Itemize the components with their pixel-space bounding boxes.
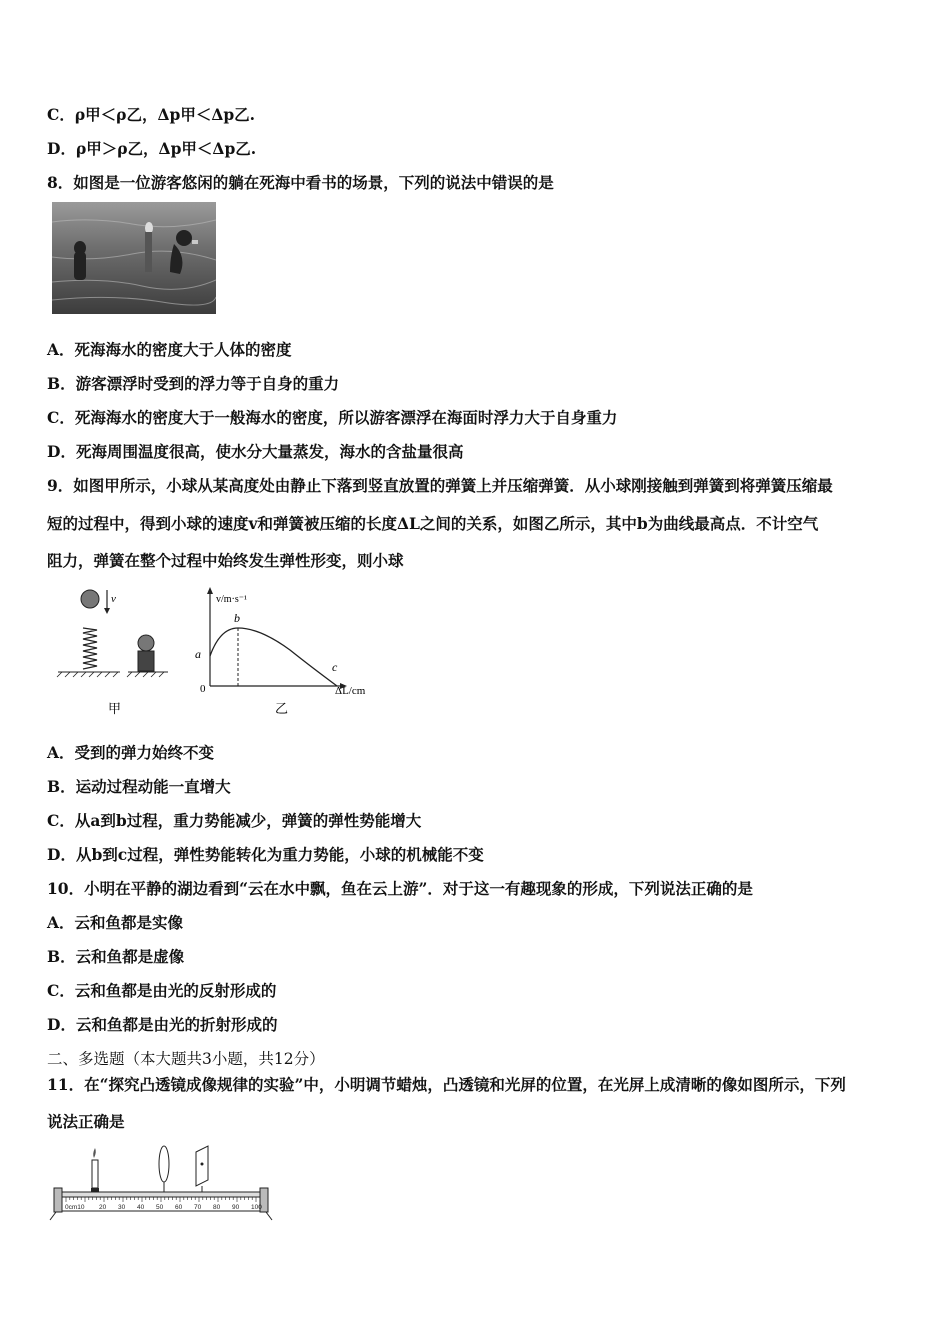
ruler-label: 0cm10	[65, 1204, 85, 1211]
q7-option-d: D．ρ甲＞ρ乙，Δp甲＜Δp乙.	[47, 139, 257, 158]
spring-1	[83, 628, 97, 669]
point-a: a	[195, 647, 201, 661]
ruler-label: 50	[156, 1204, 164, 1211]
ruler-label: 70	[194, 1204, 202, 1211]
q9-option-d: D．从b到c过程，弹性势能转化为重力势能，小球的机械能不变	[47, 845, 484, 864]
x-axis-label: ΔL/cm	[335, 685, 366, 697]
section-heading-multi-choice: 二、多选题（本大题共3小题，共12分）	[47, 1050, 325, 1068]
ruler-label: 20	[99, 1204, 107, 1211]
point-c: c	[332, 660, 338, 674]
q11-stem-line1: 11．在“探究凸透镜成像规律的实验”中，小明调节蜡烛，凸透镜和光屏的位置，在光屏上成清晰的像如图所示，下列	[47, 1075, 846, 1094]
q8-option-d: D．死海周围温度很高，使水分大量蒸发，海水的含盐量很高	[47, 442, 464, 461]
light-screen	[196, 1146, 208, 1192]
optical-bench-figure	[46, 1140, 276, 1222]
q8-option-a: A．死海海水的密度大于人体的密度	[47, 340, 292, 359]
q9-figure	[50, 584, 380, 720]
q9-option-b: B．运动过程动能一直增大	[47, 777, 231, 796]
ruler-label: 40	[137, 1204, 145, 1211]
q7-option-c: C．ρ甲＜ρ乙，Δp甲＜Δp乙.	[47, 105, 256, 124]
q8-option-c: C．死海海水的密度大于一般海水的密度，所以游客漂浮在海面时浮力大于自身重力	[47, 408, 618, 427]
q11-stem-line2: 说法正确是	[47, 1112, 125, 1131]
y-axis-label: v/m·s⁻¹	[216, 594, 248, 605]
ruler-label: 100	[251, 1204, 262, 1211]
point-b: b	[234, 611, 240, 625]
compressed-spring	[138, 635, 154, 671]
q10-stem: 10．小明在平静的湖边看到“云在水中飘，鱼在云上游”．对于这一有趣现象的形成，下列说法正确的是	[47, 879, 753, 898]
falling-ball	[81, 590, 99, 608]
ruler-label: 60	[175, 1204, 183, 1211]
dead-sea-photo	[52, 202, 216, 314]
q9-stem-line3: 阻力，弹簧在整个过程中始终发生弹性形变，则小球	[47, 551, 404, 570]
q10-option-d: D．云和鱼都是由光的折射形成的	[47, 1015, 278, 1034]
origin-label: 0	[200, 683, 206, 695]
caption-yi: 乙	[275, 701, 289, 716]
q9-stem-line1: 9．如图甲所示，小球从某高度处由静止下落到竖直放置的弹簧上并压缩弹簧．从小球刚接触到弹簧到将弹簧压缩最	[47, 476, 833, 495]
ruler-label: 90	[232, 1204, 240, 1211]
ruler-label: 80	[213, 1204, 221, 1211]
q9-stem-line2: 短的过程中，得到小球的速度v和弹簧被压缩的长度ΔL之间的关系，如图乙所示，其中b为曲线最高点．不计空气	[47, 514, 819, 533]
velocity-label: v	[111, 593, 116, 605]
q10-option-a: A．云和鱼都是实像	[47, 913, 184, 932]
q9-option-a: A．受到的弹力始终不变	[47, 743, 215, 762]
q9-option-c: C．从a到b过程，重力势能减少，弹簧的弹性势能增大	[47, 811, 422, 830]
q8-option-b: B．游客漂浮时受到的浮力等于自身的重力	[47, 374, 340, 393]
candle	[91, 1148, 99, 1192]
q10-option-c: C．云和鱼都是由光的反射形成的	[47, 981, 277, 1000]
velocity-curve	[210, 628, 337, 686]
q8-stem: 8．如图是一位游客悠闲的躺在死海中看书的场景，下列的说法中错误的是	[47, 173, 554, 192]
caption-jia: 甲	[108, 701, 122, 716]
q10-option-b: B．云和鱼都是虚像	[47, 947, 185, 966]
convex-lens	[159, 1146, 169, 1192]
ruler-label: 30	[118, 1204, 126, 1211]
